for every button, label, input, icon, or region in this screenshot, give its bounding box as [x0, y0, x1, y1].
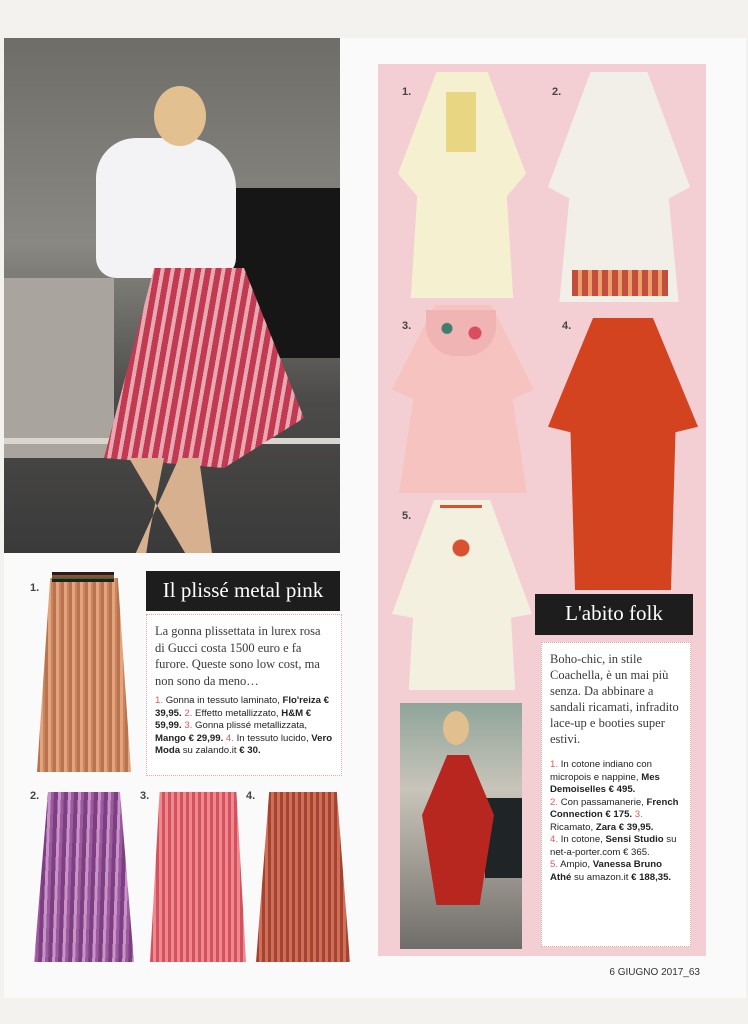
item-number: 2.	[552, 86, 562, 98]
street-style-photo-right	[400, 703, 522, 949]
caption-number: 3.	[634, 809, 643, 820]
caption-brand: Zara € 39,95.	[595, 821, 654, 833]
legs	[119, 458, 219, 553]
caption-text: Gonna in tessuto laminato,	[165, 695, 283, 706]
skirt-3-pink	[150, 792, 246, 962]
folk-intro: Boho-chic, in stile Coachella, è un mai più senza. Da abbinare a sandali ricamati, infradito lace-up e booties super estivi.	[550, 652, 679, 746]
caption-text: su zalando.it	[182, 745, 240, 756]
caption-brand: Mango € 29,99.	[155, 732, 224, 744]
caption-text: su amazon.it	[574, 871, 632, 883]
caption-brand: Mes Demoiselles € 495.	[550, 771, 660, 795]
caption-brand: French Connection € 175.	[550, 796, 679, 820]
item-number: 3.	[402, 320, 412, 332]
caption-price: € 188,35.	[631, 871, 672, 883]
caption-number: 3.	[184, 720, 193, 731]
caption-text: Gonna plissé metallizzata,	[195, 720, 308, 731]
caption-number: 5.	[550, 859, 559, 870]
skirt-2-purple	[34, 792, 134, 962]
caption-number: 4.	[550, 834, 559, 845]
plisse-textbox	[146, 614, 342, 776]
caption-price: € 30.	[239, 745, 261, 756]
caption-brand: Sensi Studio	[605, 834, 664, 845]
caption-text: In cotone,	[560, 834, 606, 845]
caption-brand: Vero Moda	[155, 732, 333, 756]
dress-1-bib	[446, 92, 476, 152]
caption-number: 1.	[155, 695, 164, 706]
dress-2-trim	[572, 270, 668, 296]
sidewalk	[4, 278, 114, 458]
item-number: 2.	[30, 790, 40, 802]
item-number: 4.	[246, 790, 256, 802]
caption-number: 2.	[184, 707, 193, 719]
caption-brand: Vanessa Bruno Athé	[550, 859, 663, 883]
item-number: 5.	[402, 510, 412, 522]
folk-captions	[550, 759, 682, 884]
dress-5-embroidery	[440, 505, 482, 558]
caption-number: 4.	[225, 732, 234, 744]
item-number: 4.	[562, 320, 572, 332]
section-heading-plisse: Il plissé metal pink	[146, 571, 340, 611]
caption-text: su net-a-porter.com € 365.	[550, 834, 677, 858]
folk-textbox	[541, 642, 691, 947]
woman-head	[443, 711, 469, 745]
page-folio: 6 GIUGNO 2017_63	[609, 967, 700, 978]
item-number: 1.	[402, 86, 412, 98]
street-style-photo-left	[4, 38, 340, 553]
plisse-intro: La gonna plissettata in lurex rosa di Gucci costa 1500 euro e fa furore. Queste sono low cost, ma non sono da meno…	[155, 624, 321, 688]
caption-number: 1.	[550, 759, 559, 770]
caption-number: 2.	[550, 796, 559, 808]
woman-head	[154, 86, 206, 146]
plisse-captions	[155, 695, 333, 758]
section-heading-folk: L'abito folk	[535, 594, 693, 635]
skirt-1-copper	[37, 572, 131, 772]
caption-text: Con passamanerie,	[560, 796, 647, 808]
caption-text: In tessuto lucido,	[236, 732, 312, 744]
caption-text: Ricamato,	[550, 821, 596, 833]
caption-brand: Flo'reiza € 39,95.	[155, 695, 330, 719]
skirt-1-waistband	[52, 572, 114, 582]
white-shirt	[96, 138, 236, 278]
caption-text: Ampio,	[560, 859, 593, 870]
item-number: 3.	[140, 790, 150, 802]
red-folk-dress	[422, 755, 494, 905]
item-number: 1.	[30, 582, 40, 594]
caption-brand: H&M € 59,99.	[155, 707, 312, 731]
caption-text: In cotone indiano con micropois e nappine,	[550, 759, 652, 783]
skirt-4-rust	[256, 792, 350, 962]
caption-text: Effetto metallizzato,	[195, 707, 282, 719]
